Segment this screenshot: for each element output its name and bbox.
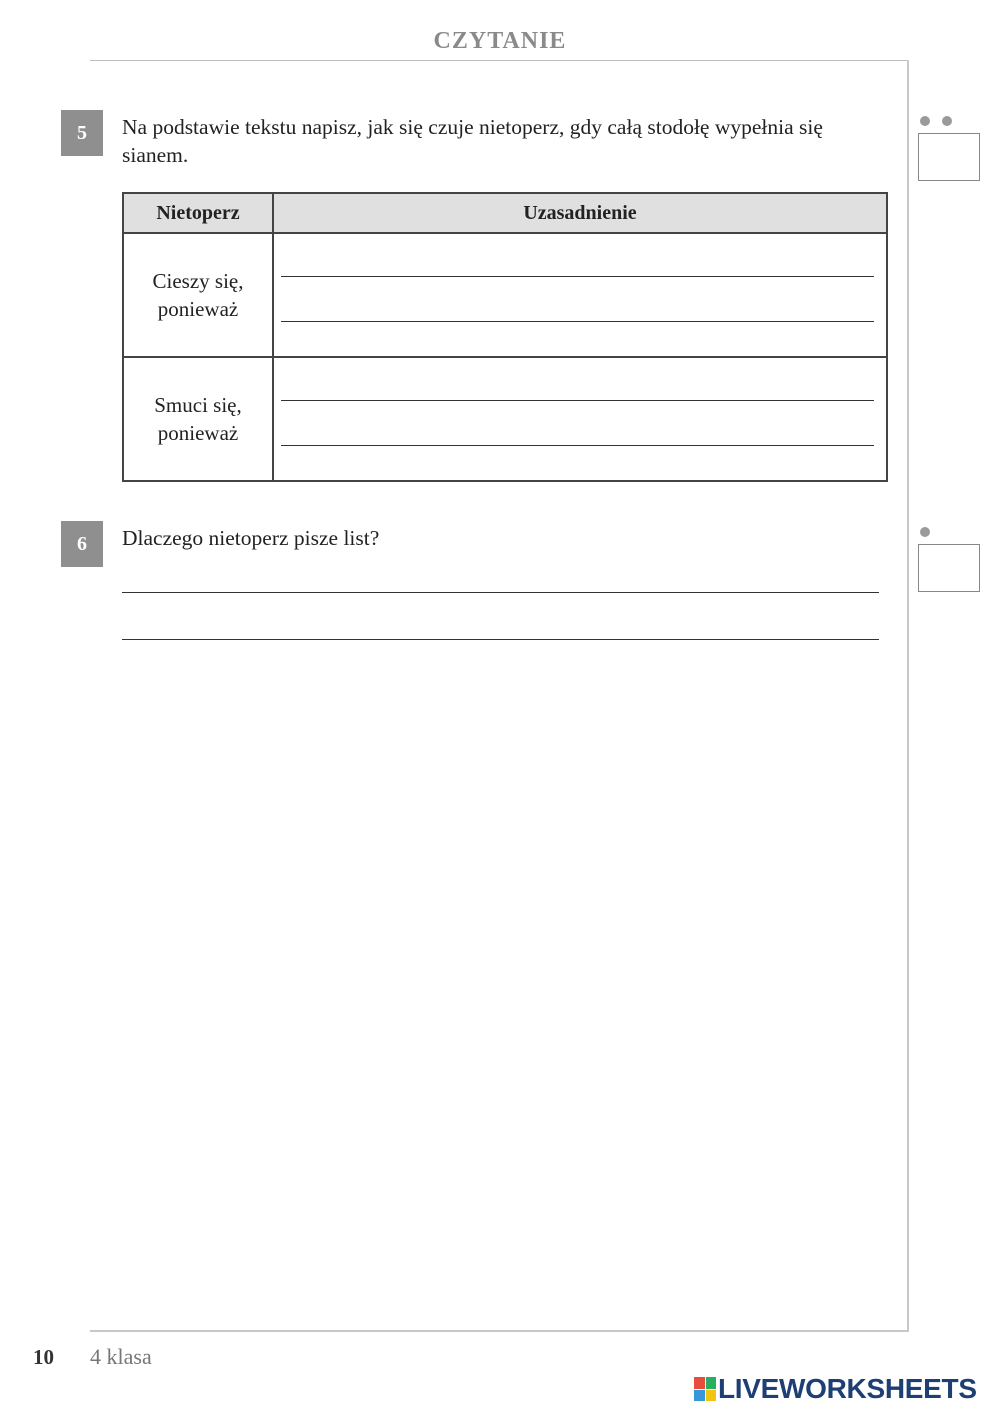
page-header-title: CZYTANIE [433, 28, 567, 54]
table-row-smuci [123, 357, 887, 481]
answer-line[interactable] [281, 400, 874, 401]
score-box-question-6[interactable] [918, 544, 980, 592]
grade-label: 4 klasa [90, 1344, 152, 1369]
table-header-nietoperz: Nietoperz [123, 193, 273, 233]
liveworksheets-brand [694, 1373, 977, 1405]
answer-cell-smuci[interactable] [273, 357, 887, 481]
score-point-dot [920, 116, 930, 126]
row-label-cieszy: Cieszy się, ponieważ [123, 233, 273, 357]
top-divider [90, 60, 908, 61]
question-6-number-badge: 6 [61, 521, 103, 567]
question-6-answer-line[interactable] [122, 592, 879, 593]
table-header-uzasadnienie: Uzasadnienie [273, 193, 887, 233]
question-5-number-badge: 5 [61, 110, 103, 156]
liveworksheets-logo-icon [694, 1377, 716, 1401]
bottom-divider [90, 1330, 908, 1332]
answer-line[interactable] [281, 276, 874, 277]
score-point-dot [920, 527, 930, 537]
page-number: 10 [33, 1345, 54, 1369]
answer-table [122, 192, 888, 482]
question-6-text: Dlaczego nietoperz pisze list? [122, 526, 380, 550]
answer-line[interactable] [281, 445, 874, 446]
score-point-dot [942, 116, 952, 126]
score-box-question-5[interactable] [918, 133, 980, 181]
right-margin-divider [907, 60, 909, 1332]
liveworksheets-brand-text: LIVEWORKSHEETS [718, 1373, 977, 1404]
answer-line[interactable] [281, 321, 874, 322]
row-label-smuci: Smuci się, ponieważ [123, 357, 273, 481]
question-5-text: Na podstawie tekstu napisz, jak się czuje nietoperz, gdy całą stodołę wypełnia się sianem. [122, 115, 823, 167]
table-row-cieszy [123, 233, 887, 357]
answer-cell-cieszy[interactable] [273, 233, 887, 357]
question-6-answer-line[interactable] [122, 639, 879, 640]
